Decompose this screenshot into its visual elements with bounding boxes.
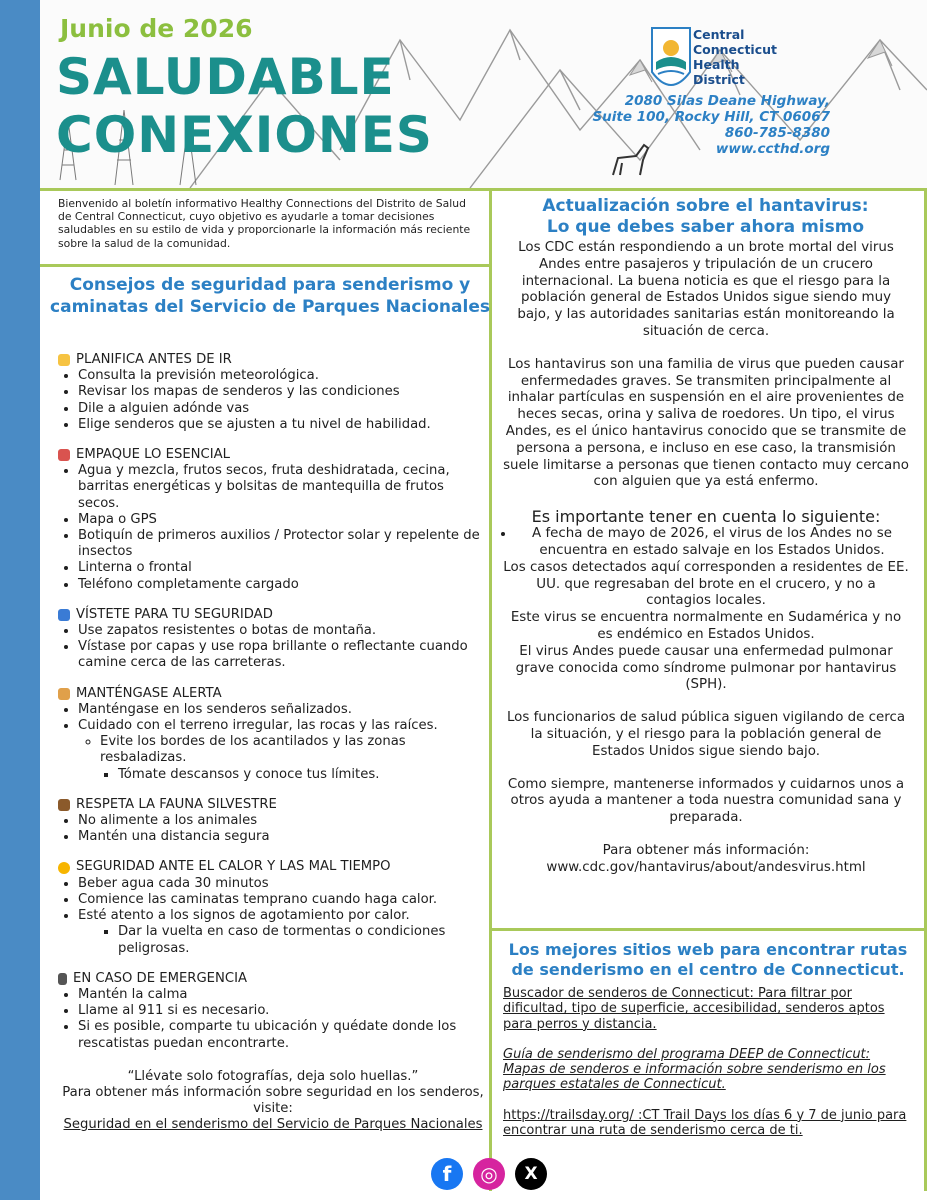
- phone-number: 860-785-8380: [724, 125, 830, 141]
- organization-name: [693, 27, 777, 87]
- heat-section: [58, 859, 488, 956]
- list-item: • Llame al 911 si es necesario.: [78, 1003, 488, 1019]
- instagram-icon[interactable]: ◎: [473, 1158, 505, 1190]
- newsletter-title-line1: SALUDABLE: [56, 48, 395, 106]
- issue-date: Junio de 2026: [60, 14, 253, 43]
- list-item: • Si es posible, comparte tu ubicación y quédate donde los rescatistas puedan encontrarte.: [78, 1019, 488, 1051]
- list-item: • Elige senderos que se ajusten a tu nivel de habilidad.: [78, 417, 488, 433]
- list-item: • Mantén una distancia segura: [78, 829, 488, 845]
- sun-cloud-icon: [58, 354, 70, 366]
- quote-text: “Llévate solo fotografías, deja solo huellas.”: [127, 1069, 419, 1084]
- list-item: • Teléfono completamente cargado: [78, 577, 488, 593]
- trail-finder-link[interactable]: Buscador de senderos de Connecticut: Para filtrar por dificultad, tipo de superficie, accesibilidad, senderos aptos para perros y distancia.: [503, 986, 885, 1032]
- column-divider: [489, 191, 492, 1191]
- paragraph: Los CDC están respondiendo a un brote mortal del virus Andes entre pasajeros y tripulación de un crucero internacional. La buena noticia es que el riesgo para la población general de Estados Unidos sigue siendo muy bajo, y las autoridades sanitarias están monitoreando la situación de cerca.: [517, 240, 895, 339]
- trailsday-link[interactable]: https://trailsday.org/ :CT Trail Days los días 6 y 7 de junio para encontrar una ruta de senderismo cerca de ti.: [503, 1107, 907, 1139]
- wildlife-section: [58, 797, 488, 846]
- emergency-section: [58, 971, 488, 1052]
- hantavirus-heading: [498, 196, 913, 238]
- paragraph: Este virus se encuentra normalmente en Sudamérica y no es endémico en Estados Unidos.: [510, 610, 902, 642]
- paragraph: El virus Andes puede causar una enfermedad pulmonar grave conocida como síndrome pulmonar por hantavirus (SPH).: [515, 643, 897, 693]
- list-item: • Botiquín de primeros auxilios / Protector solar y repelente de insectos: [78, 528, 488, 560]
- dress-section: [58, 607, 488, 672]
- address-suite: Suite 100, Rocky Hill, CT 06067: [592, 109, 830, 125]
- closing-block: [58, 1069, 488, 1133]
- list-subsubitem: ▪ Tómate descansos y conoce tus límites.: [118, 767, 488, 783]
- org-line: Health: [693, 57, 740, 72]
- address-street: 2080 Silas Deane Highway,: [624, 93, 830, 109]
- welcome-text: Bienvenido al boletín informativo Healthy Connections del Distrito de Salud de Central Connecticut, cuyo objetivo es ayudarle a tomar decisiones saludables en su estilo de vida y proporcionarle la información más reciente sobre la salud de la comunidad.: [58, 197, 471, 250]
- section-title: VÍSTETE PARA TU SEGURIDAD: [76, 606, 273, 622]
- list-subitem: [100, 734, 488, 783]
- health-district-logo-icon: [650, 26, 692, 98]
- more-info-label: Para obtener más información:: [602, 842, 810, 858]
- sun-icon: [58, 862, 70, 874]
- x-icon[interactable]: X: [515, 1158, 547, 1190]
- list-item: • Beber agua cada 30 minutos: [78, 876, 488, 892]
- list-item: • Mapa o GPS: [78, 512, 488, 528]
- backpack-icon: [58, 449, 70, 461]
- section-title: MANTÉNGASE ALERTA: [76, 685, 222, 701]
- paragraph: Los funcionarios de salud pública siguen vigilando de cerca la situación, y el riesgo para la población general de Estados Unidos sigue siendo bajo.: [506, 710, 906, 759]
- plan-section: [58, 352, 488, 433]
- left-sidebar-stripe: [0, 0, 40, 1200]
- shoe-icon: [58, 609, 70, 621]
- paragraph: Los hantavirus son una familia de virus que pueden causar enfermedades graves. Se transmiten principalmente al inhalar partículas en suspensión en el aire provenientes de heces secas, orina y saliva de roedores. Un tipo, el virus Andes, es el único hantavirus conocido que se transmite de persona a persona, e incluso en ese caso, la transmisión suele limitarse a personas que tienen contacto muy cercano con alguien que ya está enfermo.: [503, 356, 909, 490]
- bear-icon: [58, 799, 70, 811]
- paragraph: Los casos detectados aquí corresponden a residentes de EE. UU. que regresaban del brote en el crucero, y no a contagios locales.: [503, 559, 909, 609]
- important-heading: Es importante tener en cuenta lo siguiente:: [531, 507, 881, 527]
- org-line: Connecticut: [693, 42, 777, 57]
- list-subitem-text: Evite los bordes de los acantilados y las zonas resbaladizas.: [100, 734, 406, 766]
- alert-section: [58, 686, 488, 783]
- list-item: • A fecha de mayo de 2026, el virus de los Andes no se encuentra en estado salvaje en los Estados Unidos.: [515, 526, 909, 560]
- section-title: SEGURIDAD ANTE EL CALOR Y LAS MAL TIEMPO: [76, 859, 391, 875]
- list-item-text: Esté atento a los signos de agotamiento por calor.: [78, 908, 410, 924]
- phone-icon: [58, 973, 67, 985]
- org-line: Central: [693, 27, 745, 42]
- deep-guide-link[interactable]: Guía de senderismo del programa DEEP de Connecticut: Mapas de senderos e información sobre senderismo en los parques estatales de Connecticut.: [503, 1046, 886, 1093]
- safety-heading: Consejos de seguridad para senderismo y caminatas del Servicio de Parques Nacionales: [50, 275, 490, 317]
- right-section-divider: [491, 928, 927, 931]
- pack-section: [58, 447, 488, 593]
- section-title: EMPAQUE LO ESENCIAL: [76, 447, 230, 463]
- section-title: PLANIFICA ANTES DE IR: [76, 352, 232, 367]
- list-item: • Linterna o frontal: [78, 560, 488, 576]
- cdc-link[interactable]: www.cdc.gov/hantavirus/about/andesvirus.html: [546, 859, 866, 875]
- list-item: • Agua y mezcla, frutos secos, fruta deshidratada, cecina, barritas energéticas y bolsitas de mantequilla de frutos secos.: [78, 463, 488, 512]
- website-link[interactable]: www.ccthd.org: [715, 141, 830, 157]
- facebook-icon[interactable]: f: [431, 1158, 463, 1190]
- hantavirus-article: [503, 240, 909, 877]
- welcome-divider: [40, 264, 491, 267]
- hiker-icon: [58, 688, 70, 700]
- trail-sites-heading: Los mejores sitios web para encontrar rutas de senderismo en el centro de Connecticut.: [508, 940, 908, 979]
- safety-tips: [58, 352, 488, 1066]
- more-info-text: Para obtener más información sobre seguridad en los senderos, visite:: [62, 1085, 484, 1116]
- hantavirus-heading-line1: Actualización sobre el hantavirus:: [542, 196, 869, 216]
- list-item: • Consulta la previsión meteorológica.: [78, 368, 488, 384]
- list-item: • Mantén la calma: [78, 987, 488, 1003]
- list-item: • No alimente a los animales: [78, 813, 488, 829]
- list-item-text: Cuidado con el terreno irregular, las rocas y las raíces.: [78, 718, 438, 734]
- list-item: [78, 908, 488, 957]
- list-subsubitem: ▪ Dar la vuelta en caso de tormentas o condiciones peligrosas.: [118, 924, 488, 956]
- header-divider: [40, 188, 927, 191]
- list-item: • Vístase por capas y use ropa brillante o reflectante cuando camine cerca de las carreteras.: [78, 639, 488, 671]
- section-title: EN CASO DE EMERGENCIA: [73, 970, 247, 986]
- section-title: RESPETA LA FAUNA SILVESTRE: [76, 796, 277, 812]
- contact-address: [560, 93, 830, 157]
- hantavirus-heading-line2: Lo que debes saber ahora mismo: [546, 217, 865, 237]
- nps-safety-link[interactable]: Seguridad en el senderismo del Servicio de Parques Nacionales: [63, 1117, 483, 1132]
- org-line: District: [693, 72, 745, 87]
- list-item: • Manténgase en los senderos señalizados.: [78, 702, 488, 718]
- paragraph: Como siempre, mantenerse informados y cuidarnos unos a otros ayuda a mantener a toda nuestra comunidad sana y preparada.: [507, 776, 905, 826]
- newsletter-title-line2: CONEXIONES: [56, 106, 433, 164]
- trail-sites-links: [503, 986, 908, 1153]
- list-item: • Revisar los mapas de senderos y las condiciones: [78, 384, 488, 400]
- list-item: • Comience las caminatas temprano cuando haga calor.: [78, 892, 488, 908]
- list-item: [78, 718, 488, 783]
- list-item: • Dile a alguien adónde vas: [78, 401, 488, 417]
- list-item: • Use zapatos resistentes o botas de montaña.: [78, 623, 488, 639]
